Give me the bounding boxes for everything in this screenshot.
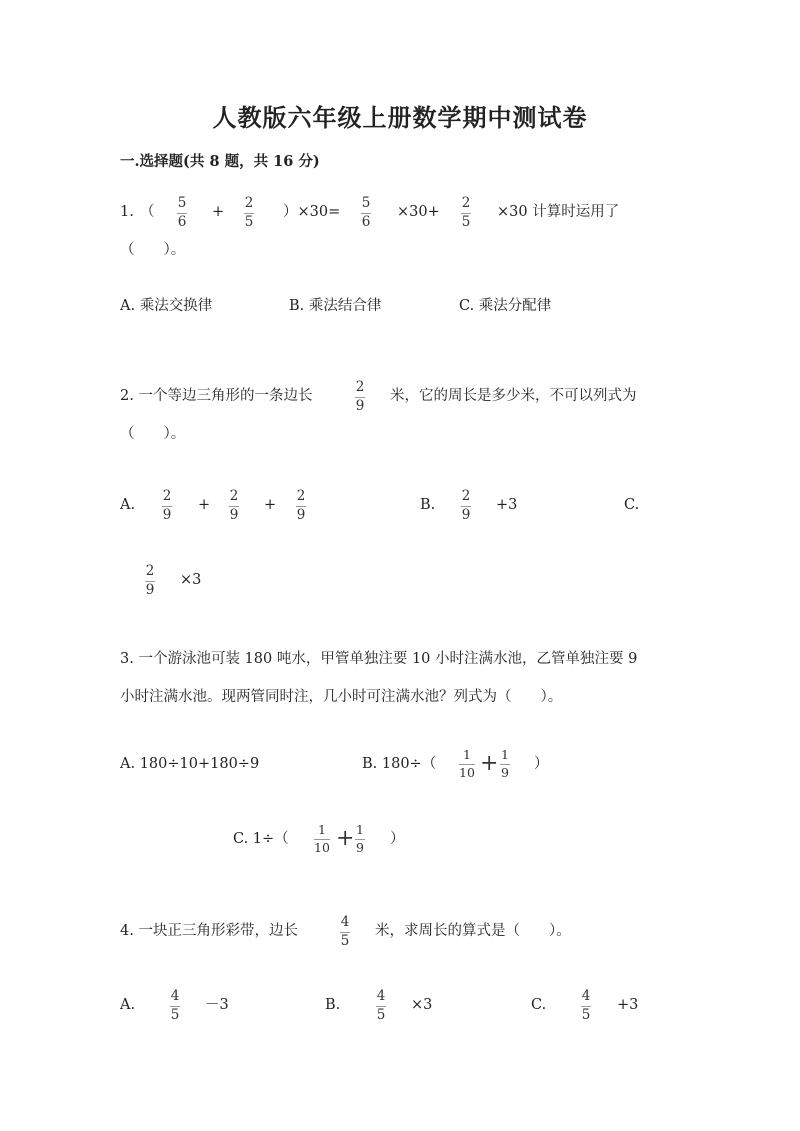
question-text: ×30 计算时运用了 <box>497 204 620 220</box>
option-tail: －3 <box>205 997 229 1013</box>
numerator: 1 <box>356 822 364 837</box>
plus-sign: + <box>336 826 355 851</box>
denominator: 5 <box>170 1007 180 1023</box>
denominator: 9 <box>296 507 306 523</box>
denominator: 9 <box>355 398 365 414</box>
denominator: 5 <box>581 1007 591 1023</box>
plus-sign: + <box>264 497 277 513</box>
option-text: ） <box>534 756 549 772</box>
plus-sign: + <box>198 497 211 513</box>
option-text: B. 180÷（ <box>362 756 437 772</box>
denominator: 6 <box>177 214 187 230</box>
denominator: 9 <box>501 765 509 780</box>
option-tail: +3 <box>617 997 639 1013</box>
numerator: 5 <box>177 195 187 211</box>
option-tail: +3 <box>496 497 518 513</box>
fraction <box>376 989 386 1023</box>
fraction <box>229 489 239 523</box>
plus-sign: + <box>212 204 225 220</box>
option-tail: ×3 <box>411 997 433 1013</box>
option-tail: ×3 <box>180 572 202 588</box>
question-text: 米，求周长的算式是（ ）。 <box>375 923 571 939</box>
numerator: 2 <box>162 488 172 504</box>
denominator: 9 <box>356 840 364 855</box>
denominator: 10 <box>314 840 330 855</box>
numerator: 4 <box>581 988 591 1004</box>
denominator: 9 <box>229 507 239 523</box>
fraction <box>340 915 350 949</box>
fraction <box>355 823 365 855</box>
question-text: 小时注满水池。现两管同时注，几小时可注满水池？列式为（ ）。 <box>120 689 563 705</box>
option-b[interactable]: B. 乘法结合律 <box>289 298 382 314</box>
denominator: 5 <box>461 214 471 230</box>
numerator: 2 <box>296 488 306 504</box>
numerator: 4 <box>376 988 386 1004</box>
numerator: 4 <box>340 914 350 930</box>
question-text: 3. 一个游泳池可装 180 吨水，甲管单独注要 10 小时注满水池，乙管单独注要 9 <box>120 651 638 667</box>
denominator: 9 <box>461 507 471 523</box>
fraction <box>162 489 172 523</box>
denominator: 10 <box>459 765 475 780</box>
option-label: B. <box>325 997 341 1013</box>
question-text: 米，它的周长是多少米，不可以列式为 <box>390 388 637 404</box>
denominator: 6 <box>361 214 371 230</box>
question-text: 2. 一个等边三角形的一条边长 <box>120 388 313 404</box>
numerator: 1 <box>317 822 326 837</box>
page-title: 人教版六年级上册数学期中测试卷 <box>212 103 588 132</box>
fraction <box>459 748 475 780</box>
option-c[interactable]: C. 乘法分配律 <box>459 298 552 314</box>
expression-text: ）×30= <box>283 204 341 220</box>
numerator: 5 <box>361 195 371 211</box>
numerator: 2 <box>461 195 471 211</box>
expression-text: ×30+ <box>397 204 440 220</box>
option-label: A. <box>120 497 136 513</box>
question-number: 1. <box>120 204 134 220</box>
denominator: 9 <box>162 507 172 523</box>
option-label: C. <box>531 997 547 1013</box>
fraction <box>314 823 330 855</box>
option-text: C. 1÷（ <box>233 831 289 847</box>
fraction <box>461 489 471 523</box>
numerator: 2 <box>229 488 239 504</box>
numerator: 2 <box>145 563 155 579</box>
fraction <box>500 748 510 780</box>
numerator: 1 <box>501 747 509 762</box>
answer-blank: （ ）。 <box>120 426 186 442</box>
option-a[interactable]: A. 乘法交换律 <box>120 298 213 314</box>
question-text: 4. 一块正三角形彩带，边长 <box>120 923 298 939</box>
fraction <box>296 489 306 523</box>
fraction <box>170 989 180 1023</box>
option-a[interactable]: A. 180÷10+180÷9 <box>120 756 260 772</box>
numerator: 2 <box>461 488 471 504</box>
option-label: B. <box>420 497 436 513</box>
fraction <box>581 989 591 1023</box>
paren-open: （ <box>140 204 155 220</box>
numerator: 2 <box>355 379 365 395</box>
numerator: 4 <box>170 988 180 1004</box>
fraction <box>461 196 471 230</box>
denominator: 9 <box>145 582 155 598</box>
denominator: 5 <box>340 933 350 949</box>
option-text: ） <box>390 831 405 847</box>
fraction <box>244 196 254 230</box>
fraction <box>355 380 365 414</box>
option-label: A. <box>120 997 136 1013</box>
denominator: 5 <box>244 214 254 230</box>
denominator: 5 <box>376 1007 386 1023</box>
fraction <box>145 564 155 598</box>
fraction <box>361 196 371 230</box>
section-heading: 一.选择题(共 8 题，共 16 分) <box>120 153 320 170</box>
numerator: 2 <box>244 195 254 211</box>
plus-sign: + <box>480 751 499 776</box>
answer-blank: （ ）。 <box>120 242 186 258</box>
fraction <box>177 196 187 230</box>
numerator: 1 <box>462 747 471 762</box>
option-label: C. <box>624 497 640 513</box>
